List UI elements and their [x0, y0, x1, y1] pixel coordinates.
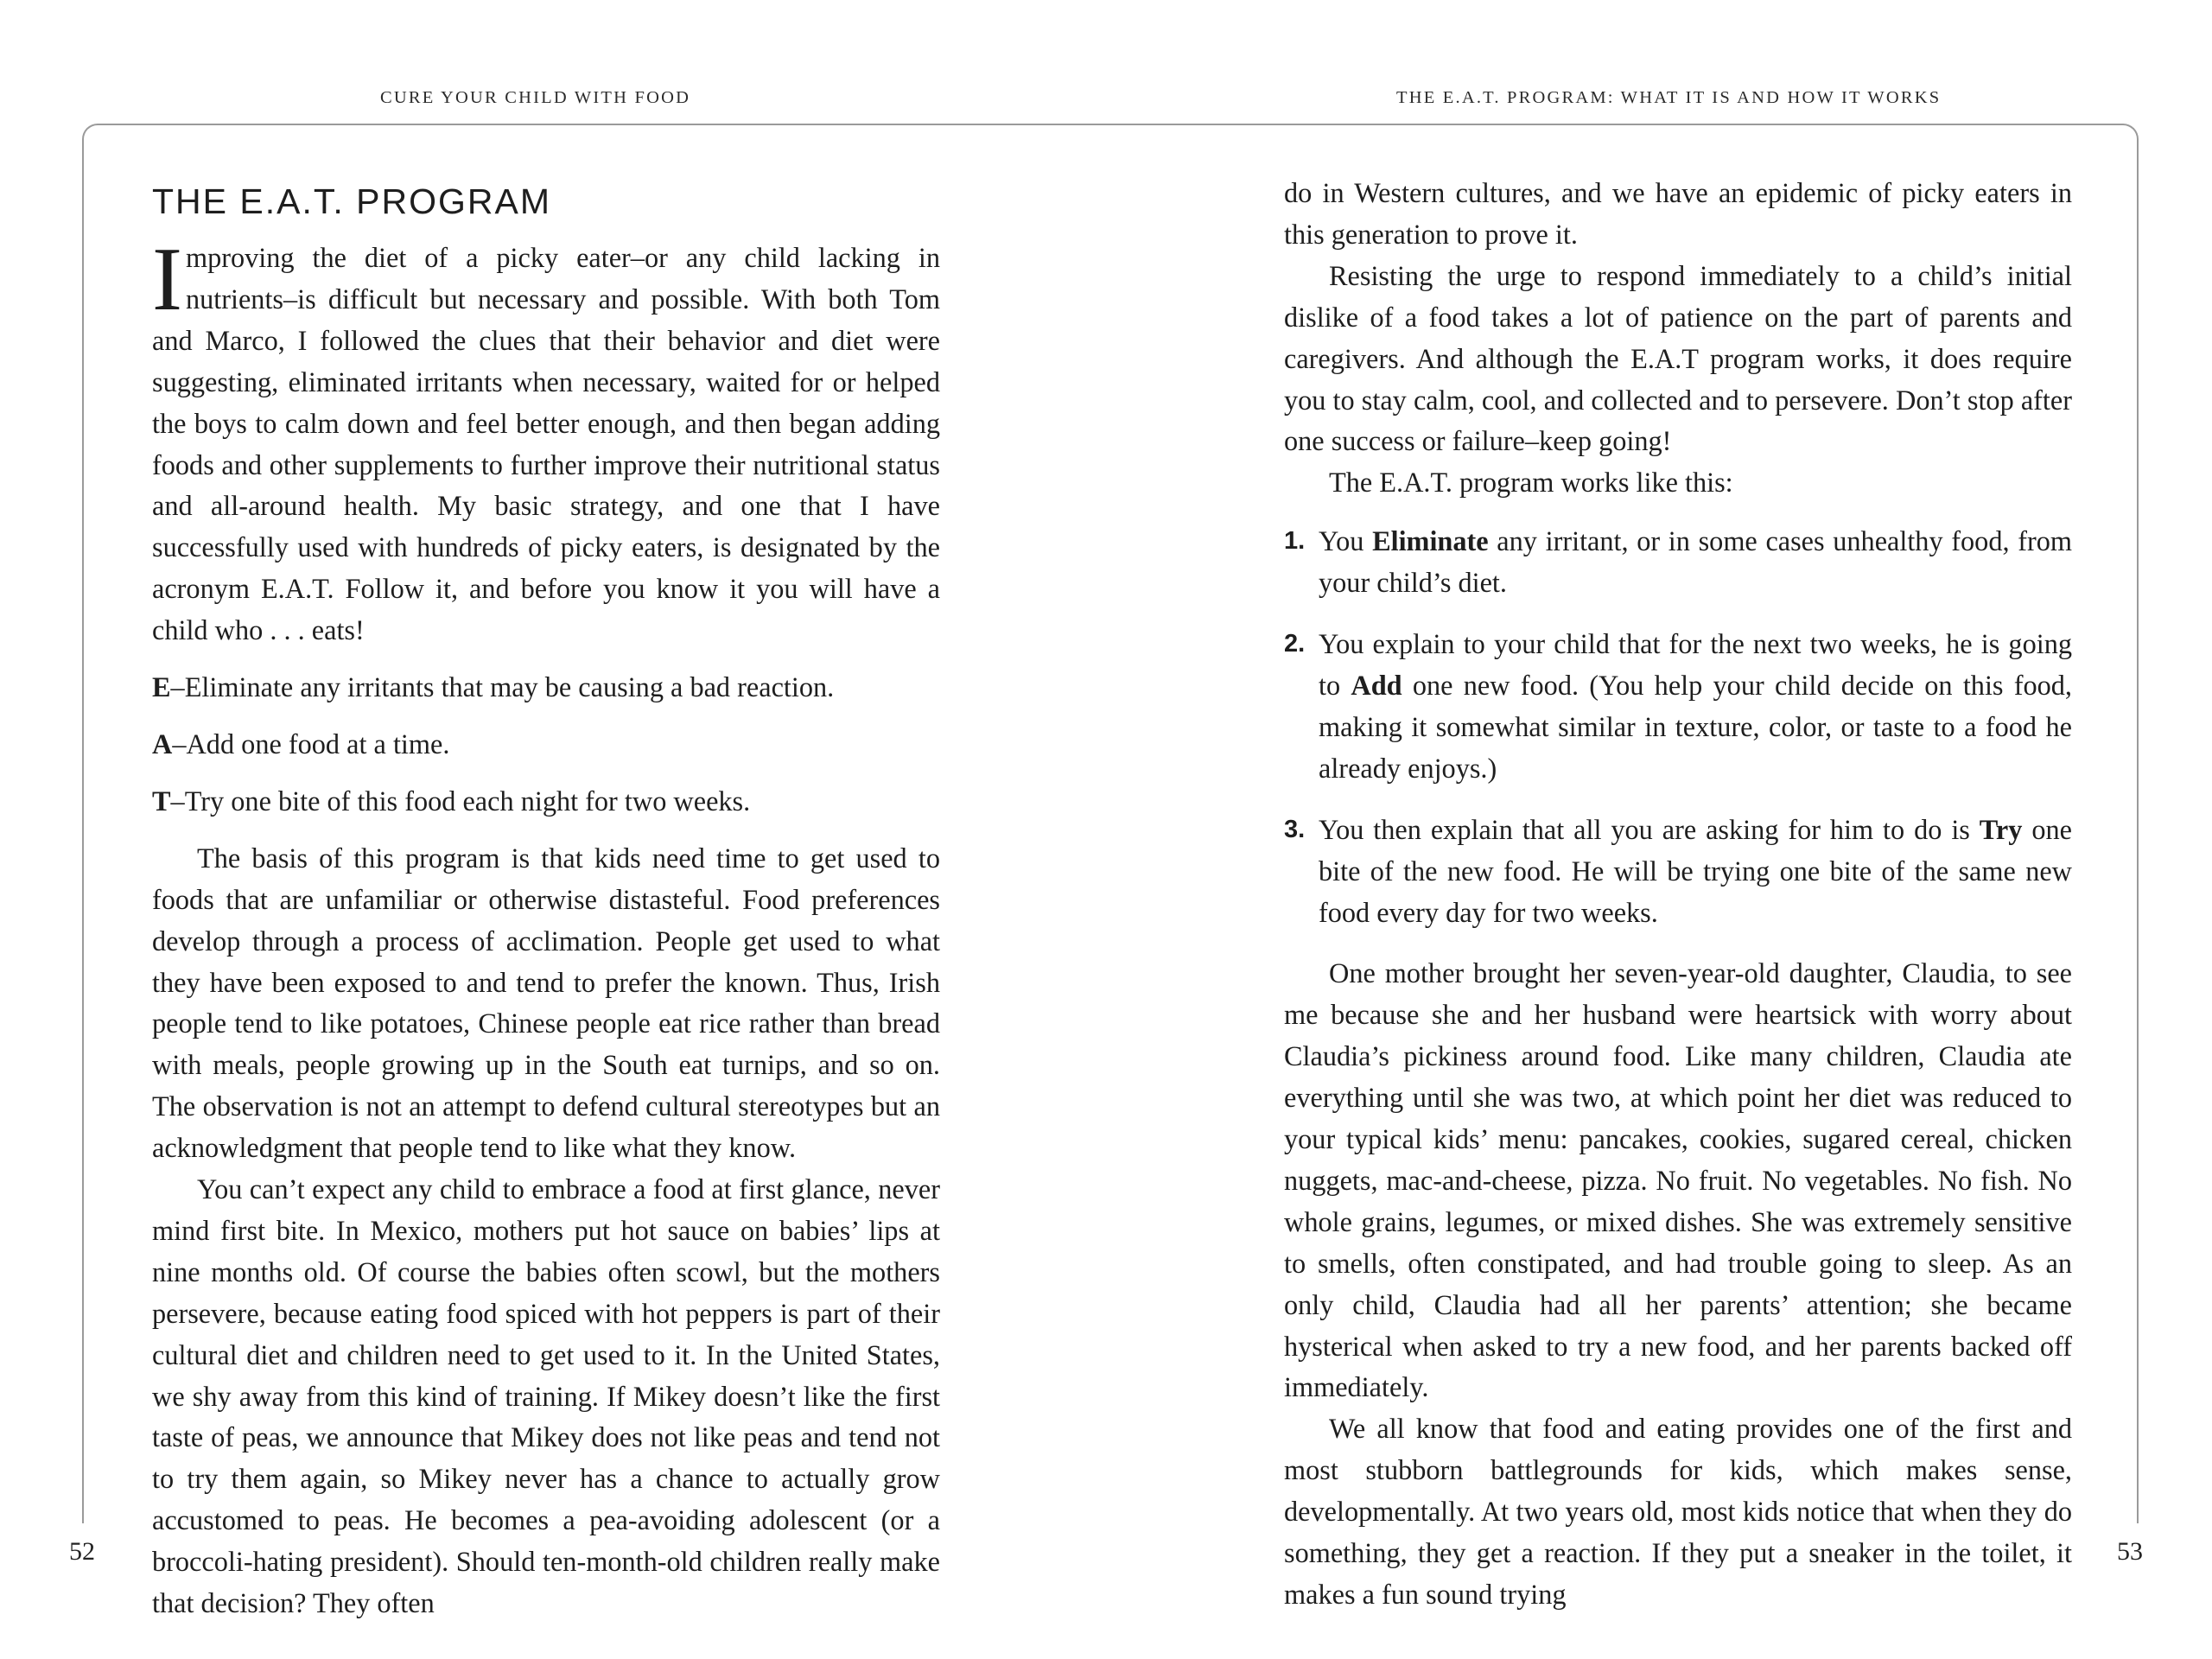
left-page-body: [152, 177, 940, 1624]
list-item: [1284, 624, 2072, 790]
paragraph-continued: do in Western cultures, and we have an epidemic of picky eaters in this generation to prove it.: [1284, 177, 2072, 250]
paragraph-expect: You can’t expect any child to embrace a food at first glance, never mind first bite. In Mexico, mothers put hot sauce on babies’ lips at nine months old. Of course the babies often scowl, but the mothers persevere, because eating food spiced with hot peppers is part of their cultural diet and children need to get used to it. In the United States, we shy away from this kind of training. If Mikey doesn’t like the first taste of peas, we announce that Mikey does not like peas and tend not to try them again, so Mikey never has a chance to actually grow accustomed to peas. He becomes a pea-avoiding adolescent (or a broccoli-hating president). Should ten-month-old children really make that decision? They often: [152, 1173, 940, 1619]
list-item: [1284, 521, 2072, 604]
paragraph-mother: One mother brought her seven-year-old daughter, Claudia, to see me because she and her husband were heartsick with worry about Claudia’s pickiness around food. Like many children, Claudia ate everything until she was two, at which point her diet was reduced to your typical kids’ menu: pancakes, cookies, sugared cereal, chicken nuggets, mac-and-cheese, pizza. No fruit. No vegetables. No fish. No whole grains, legumes, or mixed dishes. She was extremely sensitive to smells, often constipated, and had trouble going to sleep. As an only child, Claudia had all her parents’ attention; she became hysterical when asked to try a new food, and her parents backed off immediately.: [1284, 957, 2072, 1403]
acronym-line-t: [152, 781, 940, 823]
steps-list: [1284, 521, 2072, 933]
page-number-right: 53: [2117, 1537, 2143, 1566]
list-item: [1284, 810, 2072, 934]
step-text: You explain to your child that for the next two weeks, he is going to: [1319, 628, 2072, 701]
paragraph-resist: Resisting the urge to respond immediately to a child’s initial dislike of a food takes a lot of patience on the part of parents and caregivers. And although the E.A.T program works, it does require you to stay calm, cool, and collected and to persevere. Don’t stop after one success or failure–keep going!: [1284, 259, 2072, 457]
acronym-text: –Add one food at a time.: [172, 728, 450, 760]
paragraph-works: The E.A.T. program works like this:: [1329, 467, 1733, 499]
step-text: one bite of the new food. He will be trying one bite of the same new food every day for two weeks.: [1319, 813, 2072, 928]
step-text: any irritant, or in some cases unhealthy food, from your child’s diet.: [1319, 525, 2072, 599]
right-page-body: [1284, 173, 2072, 1616]
paragraph-basis: The basis of this program is that kids need time to get used to foods that are unfamiliar or otherwise distasteful. Food preferences develop through a process of acclimation. People get used to what they have been exposed to and tend to prefer the known. Thus, Irish people tend to like potatoes, Chinese people eat rice rather than bread with meals, people growing up in the South eat turnips, and so on. The observation is not an attempt to defend cultural stereotypes but an acknowledgment that people tend to like what they know.: [152, 842, 940, 1164]
running-head-left: CURE YOUR CHILD WITH FOOD: [380, 88, 691, 107]
drop-cap: I: [152, 228, 182, 329]
acronym-letter: E: [152, 671, 171, 703]
paragraph-battlegrounds: We all know that food and eating provides one of the first and most stubborn battlegrounds for kids, which makes sense, developmentally. At two years old, most kids notice that when they do something, they get a reaction. If they put a sneaker in the toilet, it makes a fun sound trying: [1284, 1413, 2072, 1610]
step-text: You then explain that all you are asking for him to do is: [1319, 813, 1980, 845]
step-keyword: Add: [1351, 669, 1402, 701]
acronym-letter: A: [152, 728, 173, 760]
acronym-line-a: [152, 724, 940, 766]
section-heading: THE E.A.T. PROGRAM: [152, 181, 551, 221]
step-number: 2.: [1284, 630, 1306, 658]
running-head-right: THE E.A.T. PROGRAM: WHAT IT IS AND HOW IT WORKS: [1396, 88, 1942, 107]
acronym-line-e: [152, 667, 940, 709]
page-number-left: 52: [69, 1537, 95, 1566]
step-number: 3.: [1284, 815, 1306, 843]
step-number: 1.: [1284, 527, 1306, 556]
intro-paragraph: [152, 228, 940, 652]
acronym-text: –Try one bite of this food each night for two weeks.: [170, 785, 751, 817]
step-keyword: Eliminate: [1372, 525, 1489, 557]
step-keyword: Try: [1979, 813, 2023, 845]
acronym-text: –Eliminate any irritants that may be causing a bad reaction.: [170, 671, 835, 703]
step-text: You: [1319, 525, 1373, 557]
acronym-letter: T: [152, 785, 171, 817]
intro-text: mproving the diet of a picky eater–or any child lacking in nutrients–is difficult but necessary and possible. With both Tom and Marco, I followed the clues that their behavior and diet were suggesting, eliminated irritants when necessary, waited for or helped the boys to calm down and feel better enough, and then began adding foods and other supplements to further improve their nutritional status and all-around health. My basic strategy, and one that I have successfully used with hundreds of picky eaters, is designated by the acronym E.A.T. Follow it, and before you know it you will have a child who . . . eats!: [152, 242, 940, 646]
step-text: one new food. (You help your child decide on this food, making it somewhat similar in texture, color, or taste to a food he already enjoys.): [1319, 669, 2072, 784]
